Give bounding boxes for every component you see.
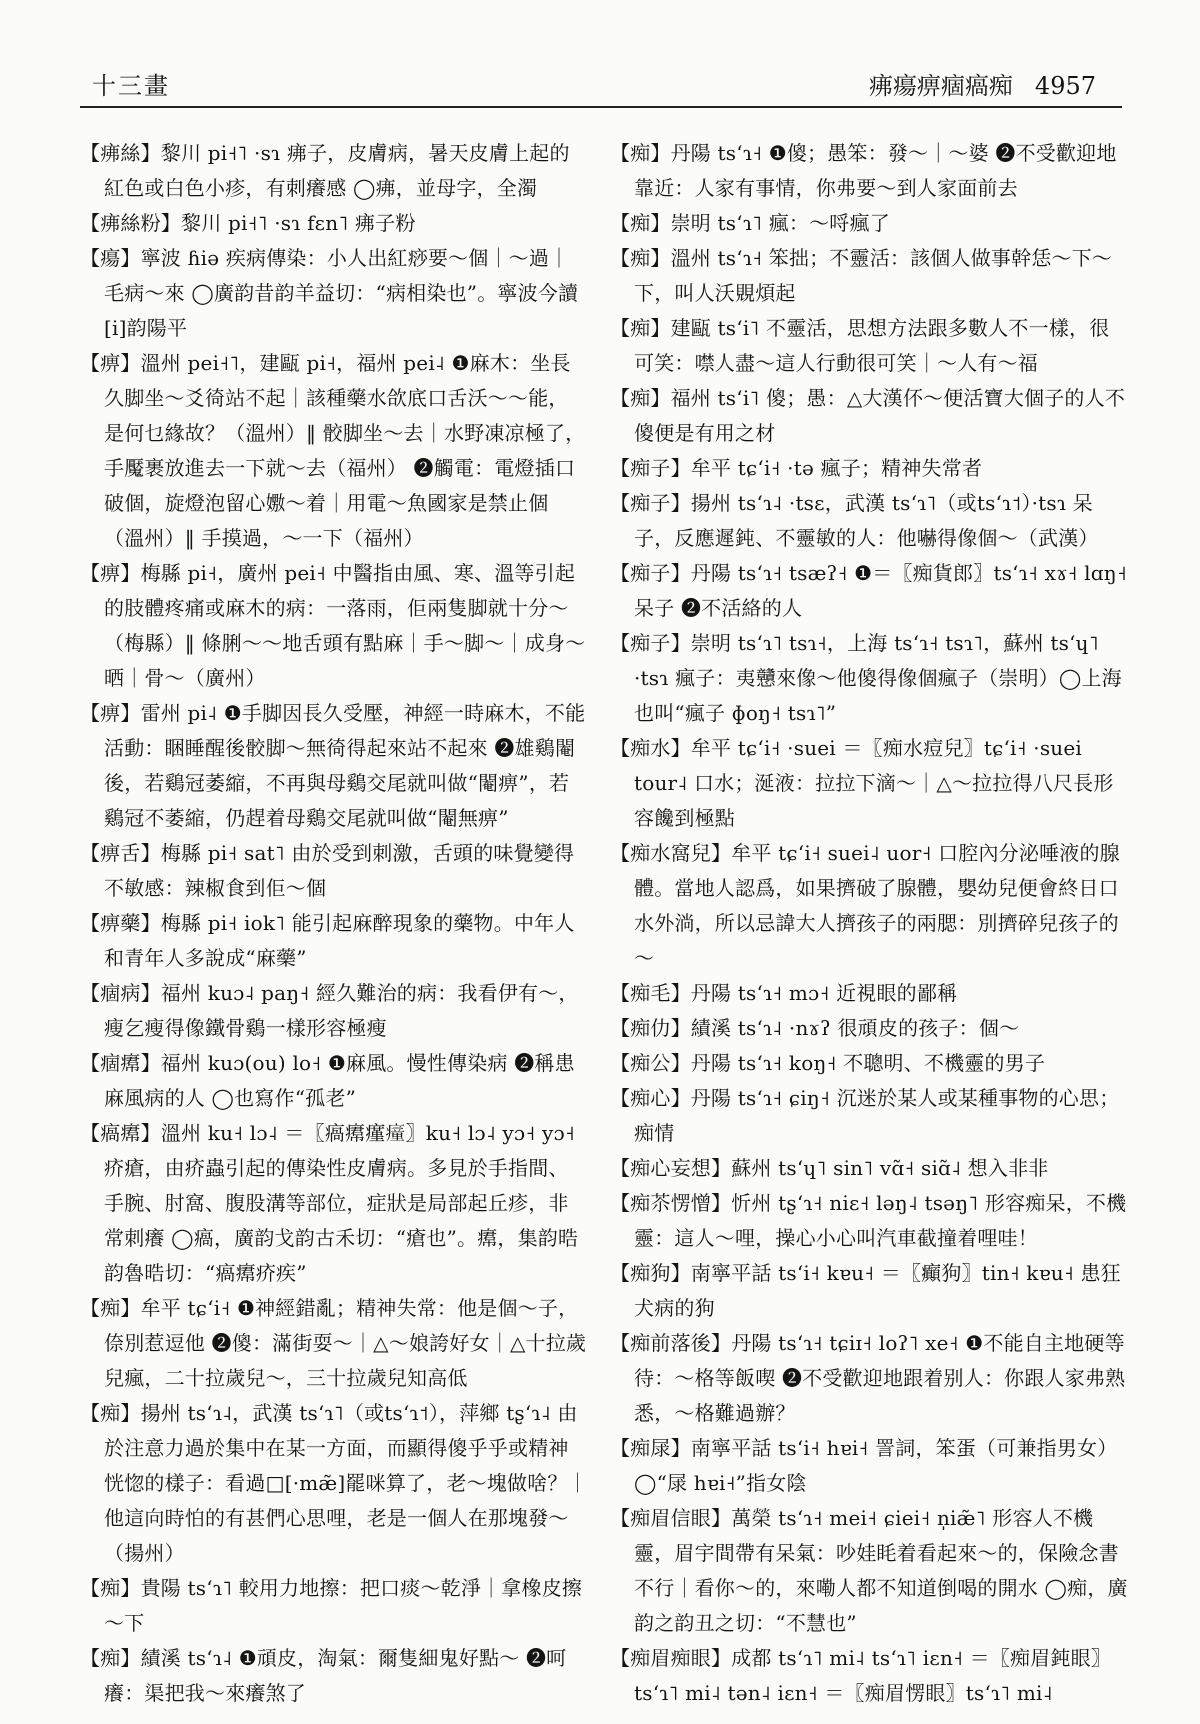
dictionary-entry: 【痴】溫州 tsʻɿ˧ 笨拙；不靈活：該個人做事幹恁～下～下，叫人沃覞煩起: [610, 246, 1113, 305]
dictionary-entry: 【瘍】寧波 ɦiə 疾病傳染：小人出紅痧要～個｜～過｜毛病～來 ◯廣韵昔韵羊益切：“病相染也”。寧波今讀[i]韵陽平: [80, 246, 579, 340]
dictionary-entry: 【痴】揚州 tsʻɿ˨，武漢 tsʻɿ˥（或tsʻɿ˦），萍鄉 tʂʻɿ˨ 由於注意力過於集中在某一方面，而顯得傻乎乎或精神恍惚的樣子：看過□[·mæ̃]罷咪算了，老～塊做啥？｜他這向時怕的有甚們心思哩，老是一個人在那塊發～（揚州）: [80, 1401, 588, 1565]
dictionary-entry: 【痴毛】丹陽 tsʻɿ˧ mɔ˧ 近視眼的鄙稱: [610, 981, 958, 1005]
dictionary-entry: 【痴】福州 tsʻi˥ 傻；愚：△大漢伓～便活寶大個子的人不傻便是有用之材: [610, 386, 1126, 445]
dictionary-entry: 【痹舌】梅縣 pi˧ sat˥ 由於受到刺激，舌頭的味覺變得不敏感：辣椒食到佢～個: [80, 841, 575, 900]
dictionary-entry: 【痴子】丹陽 tsʻɿ˧ tsæʔ˧ ❶＝〖痴貨郎〗tsʻɿ˧ xɤ˧ lɑŋ˧ 呆子 ❷不活絡的人: [610, 561, 1127, 620]
dictionary-entry: 【痴】崇明 tsʻɿ˥ 瘋：～哷瘋了: [610, 211, 890, 235]
page-number: 4957: [1034, 72, 1096, 100]
dictionary-entry: 【痴子】揚州 tsʻɿ˨ ·tsɛ，武漢 tsʻɿ˥（或tsʻɿ˦）·tsɿ 呆子，反應遲鈍、不靈敏的人：他嚇得像個～（武漢）: [610, 491, 1099, 550]
dictionary-entry: 【痹】溫州 pei˧˥，建甌 pi˧，福州 pei˨ ❶麻木：坐長久脚坐～爻徛站不起｜該種藥水欱底口舌沃～～能，是何乜緣故？（溫州）‖ 骹脚坐～去｜水野凍凉極了，手魘裹放進去一下就～去（福州） ❷觸電：電燈插口破個，旋燈泡留心嫐～着｜用電～魚國家是禁止個（溫州）‖ 手摸過，～一下（福州）: [80, 351, 586, 550]
dictionary-entry: 【疿絲粉】黎川 pi˧˥ ·sɿ fɛn˥ 疿子粉: [80, 211, 416, 235]
dictionary-entry: 【痴】牟平 tɕʻi˧ ❶神經錯亂；精神失常：他是個～子，倷別惹逗他 ❷傻：滿街耍～｜△～娘誇好女｜△十拉歲兒瘋，二十拉歲兒～，三十拉歲兒知高低: [80, 1296, 587, 1390]
dictionary-entry: 【痼𤸷】福州 kuɔ(ou) lo˧ ❶麻風。慢性傳染病 ❷稱患麻風病的人 ◯也寫作“孤老”: [80, 1051, 575, 1110]
dictionary-entry: 【痴子】崇明 tsʻɿ˥ tsɿ˧，上海 tsʻɿ˧ tsɿ˥，蘇州 tsʻɥ˥ ·tsɿ 瘋子：夷戇來像～他傻得像個瘋子（崇明）◯上海也叫“瘋子 ɸoŋ˧ tsɿ˥”: [610, 631, 1122, 725]
dictionary-entry: 【痴】丹陽 tsʻɿ˧ ❶傻；愚笨：發～｜～婆 ❷不受歡迎地靠近：人家有事情，你弗要～到人家面前去: [610, 141, 1117, 200]
dictionary-entry: 【痴水】牟平 tɕʻi˧ ·suei ＝〖痴水痘兒〗tɕʻi˧ ·suei tour˨ 口水；涎液：拉拉下滴～｜△～拉拉得八尺長形容饞到極點: [610, 736, 1114, 830]
running-header: [869, 66, 1096, 101]
dictionary-entry: 【痴苶愣憎】忻州 tʂʻɿ˧ niɛ˧ ləŋ˨ tsəŋ˥ 形容痴呆，不機靈：這人～哩，操心小心叫汽車截撞着哩哇！: [610, 1191, 1127, 1250]
dictionary-entry: 【痴水窩兒】牟平 tɕʻi˧ suei˨ uor˧ 口腔內分泌唾液的腺體。當地人認爲，如果擠破了腺體，嬰幼兒便會終日口水外淌，所以忌諱大人擠孩子的兩腮：別擠碎兒孩子的～: [610, 841, 1120, 970]
dictionary-entry: 【疿絲】黎川 pi˧˥ ·sɿ 疿子，皮膚病，暑天皮膚上起的紅色或白色小疹，有刺癢感 ◯疿，並母字，全濁: [80, 141, 570, 200]
dictionary-entry: 【痴】建甌 tsʻi˥ 不靈活，思想方法跟多數人不一樣，很可笑：噤人盡～這人行動很可笑｜～人有～福: [610, 316, 1110, 375]
dictionary-entry: 【痴眉痴眼】成都 tsʻɿ˥ mi˨ tsʻɿ˥ iɛn˧ ＝〖痴眉鈍眼〗tsʻɿ˥ mi˨ tən˨ iɛn˧ ＝〖痴眉愣眼〗tsʻɿ˥ mi˨: [610, 1646, 1112, 1705]
dictionary-entry: 【痹】梅縣 pi˧，廣州 pei˧ 中醫指由風、寒、溫等引起的肢體疼痛或麻木的病：一落雨，佢兩隻脚就十分～（梅縣）‖ 條脷～～地舌頭有點麻｜手～脚～｜成身～晒｜骨～（廣州）: [80, 561, 586, 690]
dictionary-entry: 【痹藥】梅縣 pi˧ iok˥ 能引起麻醉現象的藥物。中年人和青年人多說成“麻藥”: [80, 911, 575, 970]
section-label: 十三畫: [92, 72, 170, 100]
dictionary-entry: 【痴㞗】南寧平話 tsʻi˧ hɐi˧ 詈詞，笨蛋（可兼指男女）◯“㞗 hɐi˧”指女陰: [610, 1436, 1118, 1495]
dictionary-entry: 【痴子】牟平 tɕʻi˧ ·tə 瘋子；精神失常者: [610, 456, 983, 480]
dictionary-entry: 【痴公】丹陽 tsʻɿ˧ koŋ˧ 不聰明、不機靈的男子: [610, 1051, 1046, 1075]
dictionary-entry: 【痴仂】績溪 tsʻɿ˨ ·nɤʔ 很頑皮的孩子：個～: [610, 1016, 1020, 1040]
dictionary-entry: 【痴眉信眼】萬榮 tsʻɿ˧ mei˧ ɕiei˧ n̩iæ̃˥ 形容人不機靈，眉宇間帶有呆氣：吵娃眊着看起來～的，保險念書不行｜看你～的，來嘞人都不知道倒喝的開水 ◯痴，廣韵之韵丑之切：“不慧也”: [610, 1506, 1128, 1635]
dictionary-entry: 【痴狗】南寧平話 tsʻi˧ kɐu˧ ＝〖癲狗〗tin˧ kɐu˧ 患狂犬病的狗: [610, 1261, 1121, 1320]
header-rule: [80, 106, 1122, 108]
left-column: [80, 136, 588, 1711]
dictionary-entry: 【痴心妄想】蘇州 tsʻɥ˥ sin˥ vɑ̃˧ siɑ̃˨ 想入非非: [610, 1156, 1049, 1180]
header-characters: 疿瘍痹痼瘑痴: [868, 72, 1013, 100]
dictionary-entry: 【痴】績溪 tsʻɿ˨ ❶頑皮，淘氣：爾隻細鬼好點～ ❷呵癢：渠把我～來癢煞了: [80, 1646, 567, 1705]
dictionary-entry: 【痹】雷州 pi˨ ❶手脚因長久受壓，神經一時麻木，不能活動：睏睡醒後骹脚～無徛得起來站不起來 ❷雄鷄閹後，若鷄冠萎縮，不再與母鷄交尾就叫做“閹痹”，若鷄冠不萎縮，仍趕着母鷄交尾就叫做“閹無痹”: [80, 701, 586, 830]
right-column: [610, 136, 1128, 1711]
dictionary-entry: 【痴】貴陽 tsʻɿ˥ 較用力地擦：把口痰～乾淨｜拿橡皮擦～下: [80, 1576, 583, 1635]
dictionary-entry: 【痴心】丹陽 tsʻɿ˧ ɕiŋ˧ 沉迷於某人或某種事物的心思；痴情: [610, 1086, 1120, 1145]
dictionary-entry: 【瘑𤸷】溫州 ku˧ lɔ˨ ＝〖瘑𤸷瘽𤺄〗ku˧ lɔ˨ yɔ˧ yɔ˧ 疥瘡，由疥蟲引起的傳染性皮膚病。多見於手指間、手腕、肘窩、腹股溝等部位，症狀是局部起丘疹，非常刺癢 ◯瘑，廣韵戈韵古禾切：“瘡也”。𤸷，集韵晧韵魯晧切：“瘑𤸷疥疾”: [80, 1121, 579, 1285]
dictionary-entry: 【痼病】福州 kuɔ˨ paŋ˧ 經久難治的病：我看伊有～，瘦乞瘦得像鐵骨鷄一樣形容極瘦: [80, 981, 579, 1040]
dictionary-entry: 【痴前落後】丹陽 tsʻɿ˧ tɕiɪ˧ loʔ˥ xe˧ ❶不能自主地硬等待：～格等飯喫 ❷不受歡迎地跟着别人：你跟人家弗熟悉，～格難過辦？: [610, 1331, 1126, 1425]
